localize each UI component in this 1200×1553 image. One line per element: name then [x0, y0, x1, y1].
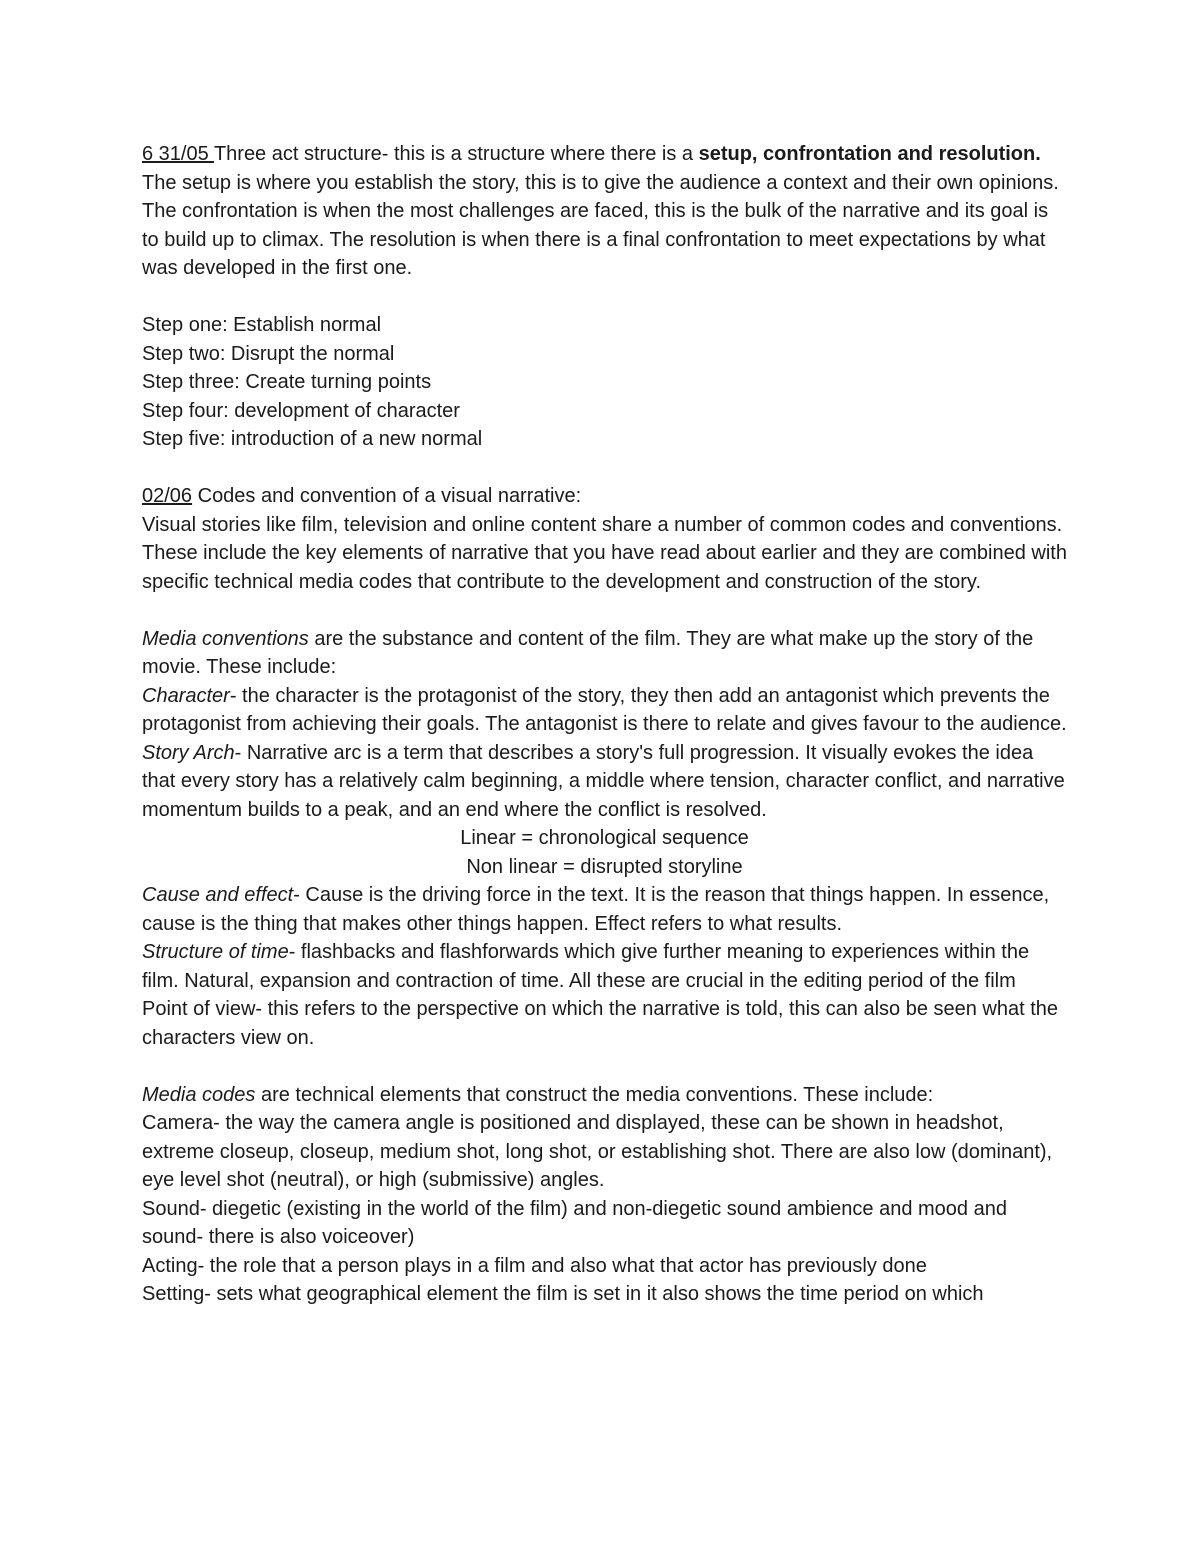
intro-text-1: Three act structure- this is a structure where there is a: [213, 143, 699, 165]
structure-of-time-term: Structure of time: [142, 941, 289, 963]
setting-entry: Setting- sets what geographical element the film is set in it also shows the time period on which: [142, 1283, 984, 1305]
cause-effect-term: Cause and effect: [142, 884, 294, 906]
spacer: [142, 596, 1067, 625]
document-page: [142, 140, 1067, 1309]
linear-line: Linear = chronological sequence: [460, 827, 749, 849]
cause-effect-entry: [142, 881, 1067, 938]
character-term: Character: [142, 684, 230, 707]
spacer: [142, 454, 1067, 483]
step-two: Step two: Disrupt the normal: [142, 342, 395, 365]
conventions-term: Media conventions: [142, 627, 309, 650]
media-codes-term: Media codes: [142, 1083, 256, 1106]
cause-effect-text: - Cause is the driving force in the text. It is the reason that things happen. In essence, cause is the thing that makes other things happen. Effect refers to what results.: [142, 884, 1050, 935]
codes-section-date: 02/06: [142, 485, 193, 507]
media-codes-intro-text: are technical elements that construct the media conventions. These include:: [255, 1083, 934, 1106]
intro-paragraph: [142, 140, 1067, 283]
conventions-intro: [142, 625, 1067, 682]
intro-text-2: The setup is where you establish the story, this is to give the audience a context and their own opinions. The confrontation is when the most challenges are faced, this is the bulk of the narrative and its goal is to build up to climax. The resolution is when there is a final confrontation to meet expectations by what was developed in the first one.: [142, 171, 1059, 279]
spacer: [142, 283, 1067, 312]
codes-section-paragraph: Visual stories like film, television and online content share a number of common codes and conventions. These include the key elements of narrative that you have read about earlier and they are combined with specific technical media codes that contribute to the development and construction of the story.: [142, 513, 1067, 593]
intro-date: 6 31/05: [142, 143, 214, 165]
structure-of-time-text: - flashbacks and flashforwards which give further meaning to experiences within the film. Natural, expansion and contraction of time. All these are crucial in the editing period of the film: [142, 941, 1030, 992]
character-text: - the character is the protagonist of the story, they then add an antagonist which prevents the protagonist from achieving their goals. The antagonist is there to relate and gives favour to the audience.: [142, 684, 1067, 735]
codes-section-heading: [142, 482, 1067, 511]
codes-section-title: Codes and convention of a visual narrative:: [192, 485, 582, 507]
spacer: [142, 1052, 1067, 1081]
step-five: Step five: introduction of a new normal: [142, 428, 483, 450]
story-arch-term: Story Arch: [142, 741, 235, 764]
media-codes-intro: [142, 1081, 1067, 1110]
acting-entry: Acting- the role that a person plays in a film and also what that actor has previously done: [142, 1254, 927, 1277]
step-three: Step three: Create turning points: [142, 371, 432, 393]
step-four: Step four: development of character: [142, 399, 460, 422]
structure-of-time-entry: [142, 938, 1067, 995]
step-one: Step one: Establish normal: [142, 314, 382, 336]
nonlinear-line: Non linear = disrupted storyline: [466, 855, 743, 878]
story-arch-entry: [142, 739, 1067, 825]
intro-bold-terms: setup, confrontation and resolution.: [698, 143, 1041, 165]
camera-entry: Camera- the way the camera angle is positioned and displayed, these can be shown in headshot, extreme closeup, closeup, medium shot, long shot, or establishing shot. There are also low (dominant), eye level shot (neutral), or high (submissive) angles.: [142, 1112, 1053, 1191]
sound-entry: Sound- diegetic (existing in the world of the film) and non-diegetic sound ambience and mood and sound- there is also voiceover): [142, 1197, 1007, 1248]
conventions-intro-text: are the substance and content of the film. They are what make up the story of the movie. These include:: [142, 627, 1034, 678]
character-entry: [142, 682, 1067, 739]
story-arch-text: - Narrative arc is a term that describes a story's full progression. It visually evokes the idea that every story has a relatively calm beginning, a middle where tension, character conflict, and narrative momentum builds to a peak, and an end where the conflict is resolved.: [142, 741, 1065, 821]
point-of-view-entry: Point of view- this refers to the perspective on which the narrative is told, this can also be seen what the characters view on.: [142, 998, 1059, 1049]
